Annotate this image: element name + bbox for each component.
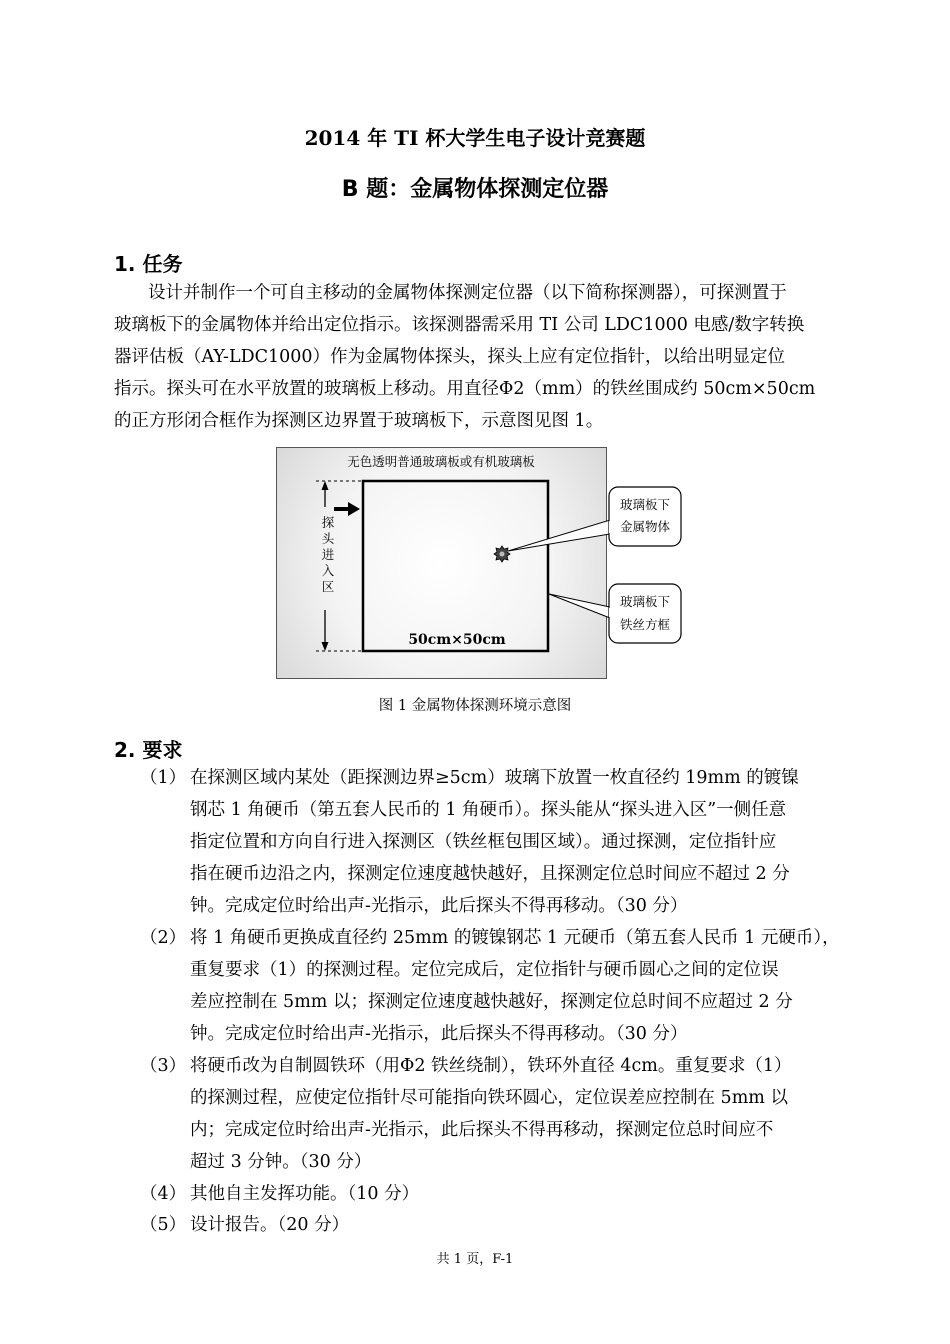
callout-metal-pointer — [508, 520, 610, 551]
task-line: 设计并制作一个可自主移动的金属物体探测定位器（以下简称探测器），可探测置于 — [148, 283, 787, 303]
requirement-line: 钢芯 1 角硬币（第五套人民币的 1 角硬币）。探头能从“探头进入区”一侧任意 — [190, 800, 787, 820]
task-line: 指示。探头可在水平放置的玻璃板上移动。用直径Φ2（mm）的铁丝围成约 50cm×50cm — [114, 379, 816, 399]
requirement-line: 内；完成定位时给出声-光指示，此后探头不得再移动，探测定位总时间应不 — [190, 1120, 774, 1140]
frame-size-label: 50cm×50cm — [408, 632, 506, 648]
page-footer: 共 1 页，F-1 — [436, 1252, 514, 1267]
section-heading-requirements: 2. 要求 — [114, 738, 183, 762]
requirement-line: 差应控制在 5mm 以；探测定位速度越快越好，探测定位总时间不应超过 2 分 — [190, 992, 793, 1012]
requirement-number: （3） — [140, 1056, 187, 1076]
page-title: 2014 年 TI 杯大学生电子设计竞赛题 — [304, 126, 646, 150]
figure-caption: 图 1 金属物体探测环境示意图 — [378, 698, 572, 714]
callout-frame-line: 玻璃板下 — [619, 594, 671, 609]
metal-object-highlight — [500, 552, 505, 557]
callout-metal-box — [609, 487, 681, 546]
task-line: 玻璃板下的金属物体并给出定位指示。该探测器需采用 TI 公司 LDC1000 电感/数字转换 — [114, 315, 805, 335]
glass-label: 无色透明普通玻璃板或有机玻璃板 — [347, 454, 535, 469]
requirement-line: 在探测区域内某处（距探测边界≥5cm）玻璃下放置一枚直径约 19mm 的镀镍 — [190, 768, 799, 788]
figure-diagram — [276, 447, 696, 687]
requirement-number: （5） — [140, 1215, 187, 1235]
requirement-line: 其他自主发挥功能。（10 分） — [190, 1184, 420, 1204]
requirement-line: 钟。完成定位时给出声-光指示，此后探头不得再移动。（30 分） — [190, 896, 688, 916]
entry-zone-char: 头 — [321, 531, 335, 546]
callout-frame-pointer — [549, 594, 610, 618]
problem-subtitle: B 题：金属物体探测定位器 — [341, 177, 609, 202]
callout-frame-line: 铁丝方框 — [619, 617, 671, 632]
arrow-right-icon — [348, 502, 360, 516]
callout-metal-line: 玻璃板下 — [619, 497, 671, 512]
section-heading-task: 1. 任务 — [114, 252, 183, 276]
requirement-number: （1） — [140, 768, 187, 788]
requirement-line: 超过 3 分钟。（30 分） — [190, 1152, 372, 1172]
callout-metal-line: 金属物体 — [619, 519, 671, 534]
requirement-line: 重复要求（1）的探测过程。定位完成后，定位指针与硬币圆心之间的定位误 — [190, 960, 779, 980]
requirement-line: 将 1 角硬币更换成直径约 25mm 的镀镍钢芯 1 元硬币（第五套人民币 1 元硬币）， — [190, 928, 840, 948]
entry-zone-char: 探 — [321, 515, 335, 530]
requirement-line: 将硬币改为自制圆铁环（用Φ2 铁丝绕制），铁环外直径 4cm。重复要求（1） — [190, 1056, 792, 1076]
requirement-line: 的探测过程，应使定位指针尽可能指向铁环圆心，定位误差应控制在 5mm 以 — [190, 1088, 788, 1108]
requirement-line: 钟。完成定位时给出声-光指示，此后探头不得再移动。（30 分） — [190, 1024, 688, 1044]
arrow-up-icon — [322, 481, 329, 490]
requirement-line: 指在硬币边沿之内，探测定位速度越快越好，且探测定位总时间应不超过 2 分 — [190, 864, 790, 884]
requirement-number: （4） — [140, 1184, 187, 1204]
task-line: 的正方形闭合框作为探测区边界置于玻璃板下，示意图见图 1。 — [114, 411, 604, 431]
entry-zone-char: 入 — [321, 563, 335, 578]
arrow-down-icon — [322, 642, 329, 651]
entry-zone-char: 进 — [321, 547, 335, 562]
requirement-line: 设计报告。（20 分） — [190, 1215, 350, 1235]
wire-frame-square — [363, 481, 548, 651]
requirement-line: 指定位置和方向自行进入探测区（铁丝框包围区域）。通过探测，定位指针应 — [190, 832, 777, 852]
callout-frame-box — [609, 584, 681, 643]
task-line: 器评估板（AY-LDC1000）作为金属物体探头，探头上应有定位指针，以给出明显定位 — [114, 347, 786, 367]
entry-zone-char: 区 — [321, 579, 335, 594]
requirement-number: （2） — [140, 928, 187, 948]
